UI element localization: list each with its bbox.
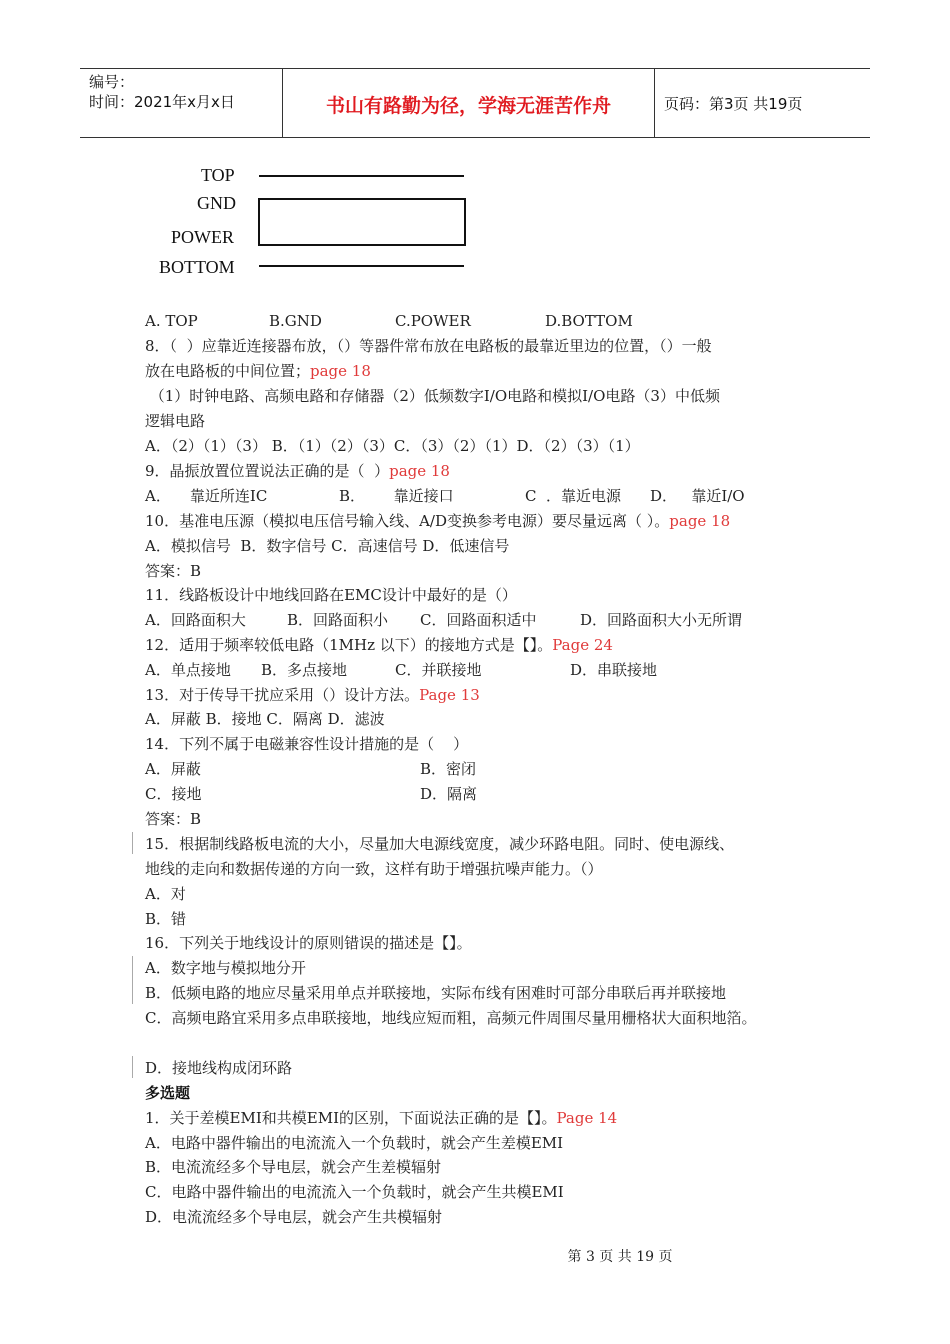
m1-option-b: B．电流流经多个导电层，就会产生差模辐射 [145, 1158, 442, 1176]
revision-bar [132, 1056, 133, 1078]
q12-option-a: A．单点接地 [145, 661, 231, 679]
q12-question [145, 635, 613, 655]
section-title-multi: 多选题 [145, 1084, 191, 1102]
page-header [80, 68, 870, 138]
q14-option-c: C．接地 [145, 785, 202, 803]
q8-line-2 [145, 361, 371, 381]
q12-page-ref: Page 24 [552, 636, 613, 654]
q10-page-ref: page 18 [669, 512, 731, 530]
q9-page-ref: page 18 [389, 462, 450, 480]
q11-option-b: B．回路面积小 [287, 611, 389, 629]
header-left [89, 72, 235, 112]
q16-option-b: B．低频电路的地应尽量采用单点并联接地，实际布线有困难时可部分串联后再并联接地 [145, 984, 727, 1002]
q14-answer: 答案：B [145, 810, 202, 828]
q16-option-a: A．数字地与模拟地分开 [145, 959, 306, 977]
q11-option-d: D．回路面积大小无所谓 [580, 611, 743, 629]
header-divider [654, 69, 655, 137]
header-motto: 书山有路勤为径，学海无涯苦作舟 [325, 95, 611, 117]
q9-question [145, 461, 450, 481]
q12-option-d: D．串联接地 [570, 661, 658, 679]
q8-text: 放在电路板的中间位置； [145, 362, 311, 380]
q7-option-a: A. TOP [145, 312, 198, 330]
q8-page-ref: page 18 [310, 362, 371, 380]
q13-text: 13．对于传导干扰应采用（）设计方法。 [145, 686, 420, 704]
q14-question: 14．下列不属于电磁兼容性设计措施的是（ ） [145, 735, 469, 753]
q15-option-b: B．错 [145, 910, 187, 928]
q9-text: 9．晶振放置位置说法正确的是（ ） [145, 462, 390, 480]
revision-bar [132, 832, 133, 854]
q13-question [145, 685, 480, 705]
q16-question: 16．下列关于地线设计的原则错误的描述是【】。 [145, 934, 472, 952]
q8-line-3: （1）时钟电路、高频电路和存储器（2）低频数字I/O电路和模拟I/O电路（3）中低频 [145, 387, 720, 405]
q8-options: A．（2）（1）（3） B．（1）（2）（3）C．（3）（2）（1）D．（2）（3）（1） [145, 437, 640, 455]
layer-label-power: POWER [171, 227, 234, 247]
q11-option-a: A．回路面积大 [145, 611, 246, 629]
layer-label-top: TOP [201, 165, 235, 185]
q8-line-1: 8．（ ）应靠近连接器布放，（）等器件常布放在电路板的最靠近里边的位置，（）一般 [145, 337, 712, 355]
q10-question [145, 511, 730, 531]
revision-bar [132, 956, 133, 1004]
time-label: 时间：2021年x月x日 [89, 93, 235, 111]
m1-option-a: A．电路中器件输出的电流流入一个负载时，就会产生差模EMI [145, 1134, 564, 1152]
q10-options: A．模拟信号 B．数字信号 C．高速信号 D．低速信号 [145, 537, 510, 555]
q12-option-b: B．多点接地 [261, 661, 348, 679]
q13-page-ref: Page 13 [419, 686, 480, 704]
q14-option-b: B．密闭 [420, 760, 477, 778]
layer-line-top [259, 175, 464, 177]
header-page-info: 页码：第3页 共19页 [664, 95, 803, 113]
q10-answer: 答案：B [145, 562, 202, 580]
q7-option-d: D.BOTTOM [545, 312, 633, 330]
q7-option-b: B.GND [269, 312, 322, 330]
m1-option-d: D．电流流经多个导电层，就会产生共模辐射 [145, 1208, 443, 1226]
layer-label-bottom: BOTTOM [159, 257, 235, 277]
q15-line-2: 地线的走向和数据传递的方向一致，这样有助于增强抗噪声能力。（） [145, 860, 603, 878]
layer-line-bottom [259, 265, 464, 267]
m1-option-c: C．电路中器件输出的电流流入一个负载时，就会产生共模EMI [145, 1183, 564, 1201]
q9-option-d: D． 靠近I/O [650, 487, 745, 505]
q9-option-a: A． 靠近所连IC [145, 487, 268, 505]
q9-option-c: C ．靠近电源 [525, 487, 622, 505]
number-label: 编号： [89, 73, 135, 91]
m1-text: 1．关于差模EMI和共模EMI的区别，下面说法正确的是【】。 [145, 1109, 557, 1127]
layer-box-gnd-power [258, 198, 466, 246]
page-footer: 第 3 页 共 19 页 [567, 1249, 673, 1265]
q12-text: 12．适用于频率较低电路（1MHz 以下）的接地方式是【】。 [145, 636, 553, 654]
q16-option-c: C．高频电路宜采用多点串联接地，地线应短而粗，高频元件周围尽量用栅格状大面积地箔。 [145, 1009, 757, 1027]
q16-option-d: D．接地线构成闭环路 [145, 1059, 293, 1077]
m1-question [145, 1108, 617, 1128]
q13-options: A．屏蔽 B．接地 C．隔离 D．滤波 [145, 710, 385, 728]
q7-option-c: C.POWER [395, 312, 471, 330]
q15-option-a: A．对 [145, 885, 186, 903]
q9-option-b: B． 靠近接口 [339, 487, 454, 505]
m1-page-ref: Page 14 [556, 1109, 618, 1127]
q11-question: 11．线路板设计中地线回路在EMC设计中最好的是（） [145, 586, 517, 604]
q10-text: 10．基准电压源（模拟电压信号输入线、A/D变换参考电源）要尽量远离（ ）。 [145, 512, 670, 530]
q12-option-c: C．并联接地 [395, 661, 482, 679]
q11-option-c: C．回路面积适中 [420, 611, 537, 629]
q14-option-a: A．屏蔽 [145, 760, 201, 778]
q15-line-1: 15．根据制线路板电流的大小，尽量加大电源线宽度，减少环路电阻。同时、使电源线、 [145, 835, 735, 853]
q8-line-4: 逻辑电路 [145, 412, 206, 430]
q14-option-d: D．隔离 [420, 785, 478, 803]
layer-label-gnd: GND [197, 193, 236, 213]
